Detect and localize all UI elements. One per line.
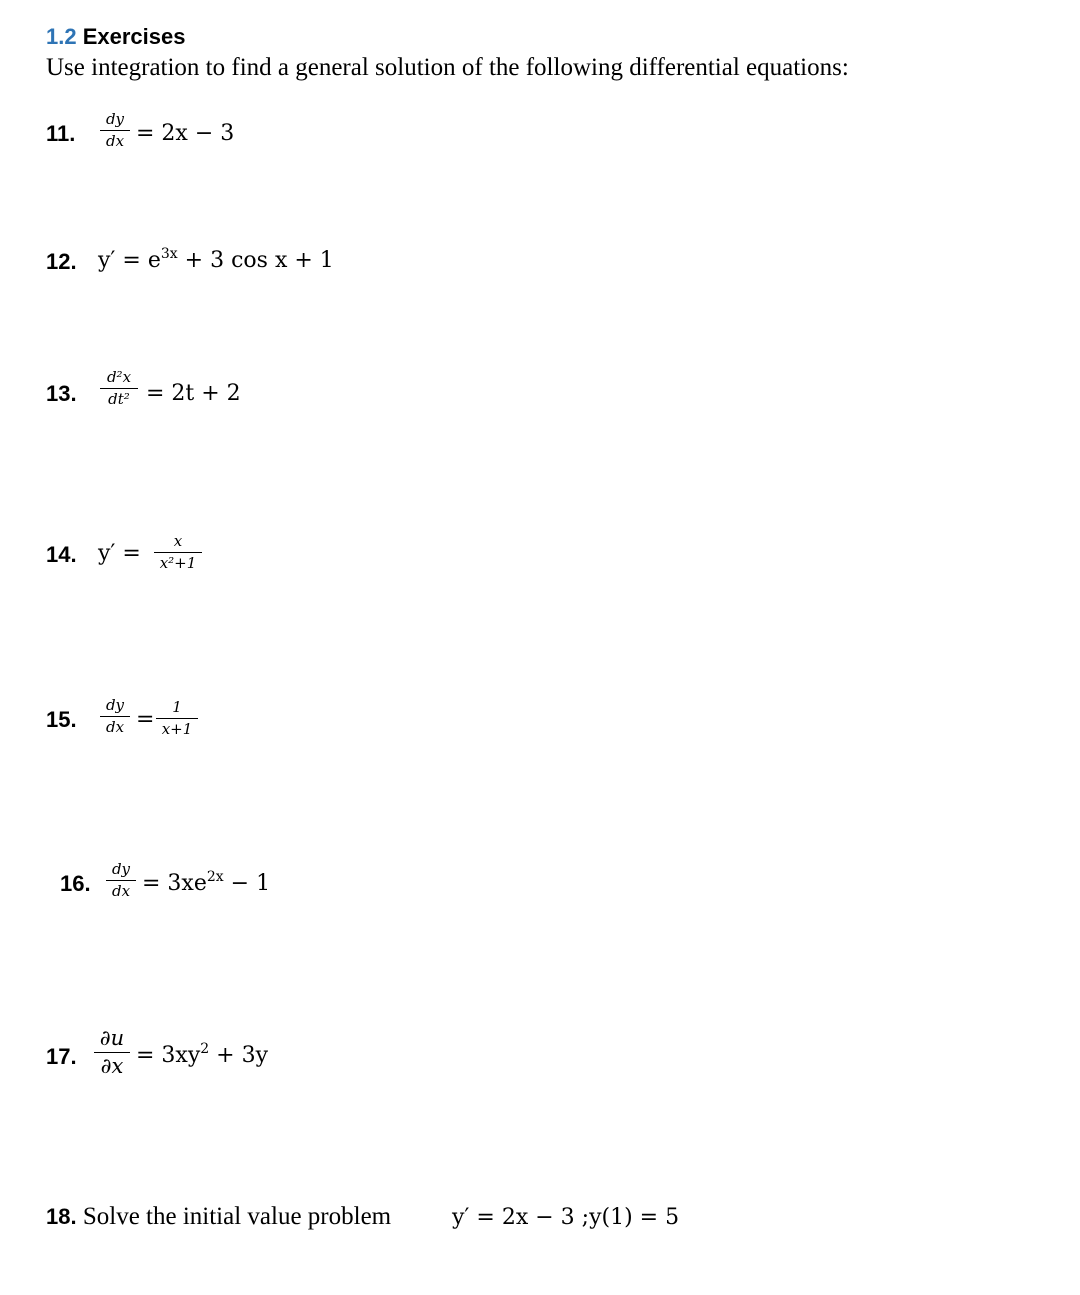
fraction-dy-dx <box>106 862 136 899</box>
equation-part: + 3 cos x + 1 <box>177 248 334 273</box>
equation <box>98 248 334 273</box>
fraction-bar <box>100 130 130 131</box>
equation-part: y′ = e <box>98 248 161 273</box>
fraction-bar <box>94 1052 130 1053</box>
fraction-du-dx <box>94 1028 130 1077</box>
exponent: 2 <box>200 1041 210 1057</box>
equation-lhs: y′ = <box>98 541 141 566</box>
denominator: dt² <box>108 390 130 408</box>
exponent: 2x <box>206 869 224 885</box>
problem-number: 18. <box>46 1204 77 1229</box>
fraction-bar <box>100 716 130 717</box>
numerator: d²x <box>106 368 132 386</box>
fraction-bar <box>154 552 202 553</box>
denominator: x²+1 <box>159 554 197 572</box>
fraction-d2x-dt2 <box>100 370 138 407</box>
fraction-bar <box>156 718 198 719</box>
numerator: ∂u <box>99 1026 125 1050</box>
problem-statement: Solve the initial value problem <box>82 1203 392 1230</box>
equation-rhs: = 2x − 3 <box>136 121 235 146</box>
fraction-x-over-x2plus1 <box>154 534 202 571</box>
equals-sign: = <box>136 707 155 732</box>
problem-number: 17. <box>46 1044 77 1069</box>
denominator: ∂x <box>100 1054 124 1078</box>
denominator: dx <box>111 882 131 900</box>
equation-part: = 3xy <box>136 1043 201 1068</box>
denominator: x+1 <box>161 720 193 738</box>
section-number: 1.2 <box>46 24 77 49</box>
initial-value-equation: y′ = 2x − 3 ;y(1) = 5 <box>452 1205 680 1230</box>
equation-part: = 3xe <box>142 871 207 896</box>
problem-text <box>46 1203 391 1231</box>
numerator: 1 <box>172 698 182 716</box>
section-heading <box>46 24 185 50</box>
equation-part: + 3y <box>209 1043 269 1068</box>
instructions-text: Use integration to find a general solution of the following differential equations: <box>46 54 849 81</box>
fraction-1-over-xplus1 <box>156 700 198 737</box>
equation-rhs <box>136 1043 268 1068</box>
denominator: dx <box>105 718 125 736</box>
fraction-dy-dx <box>100 698 130 735</box>
numerator: dy <box>111 860 131 878</box>
numerator: dy <box>105 696 125 714</box>
equation-rhs: = 2t + 2 <box>146 381 241 406</box>
equation-rhs <box>142 871 270 896</box>
equation-part: − 1 <box>223 871 271 896</box>
numerator: dy <box>105 110 125 128</box>
problem-number: 11. <box>46 121 76 146</box>
fraction-dy-dx <box>100 112 130 149</box>
problem-number: 14. <box>46 542 77 567</box>
problem-number: 16. <box>60 871 91 896</box>
problem-number: 15. <box>46 707 77 732</box>
numerator: x <box>173 532 183 550</box>
fraction-bar <box>106 880 136 881</box>
section-title: Exercises <box>82 24 186 49</box>
fraction-bar <box>100 388 138 389</box>
denominator: dx <box>105 132 125 150</box>
exponent: 3x <box>160 246 178 262</box>
problem-number: 12. <box>46 249 77 274</box>
problem-number: 13. <box>46 381 77 406</box>
